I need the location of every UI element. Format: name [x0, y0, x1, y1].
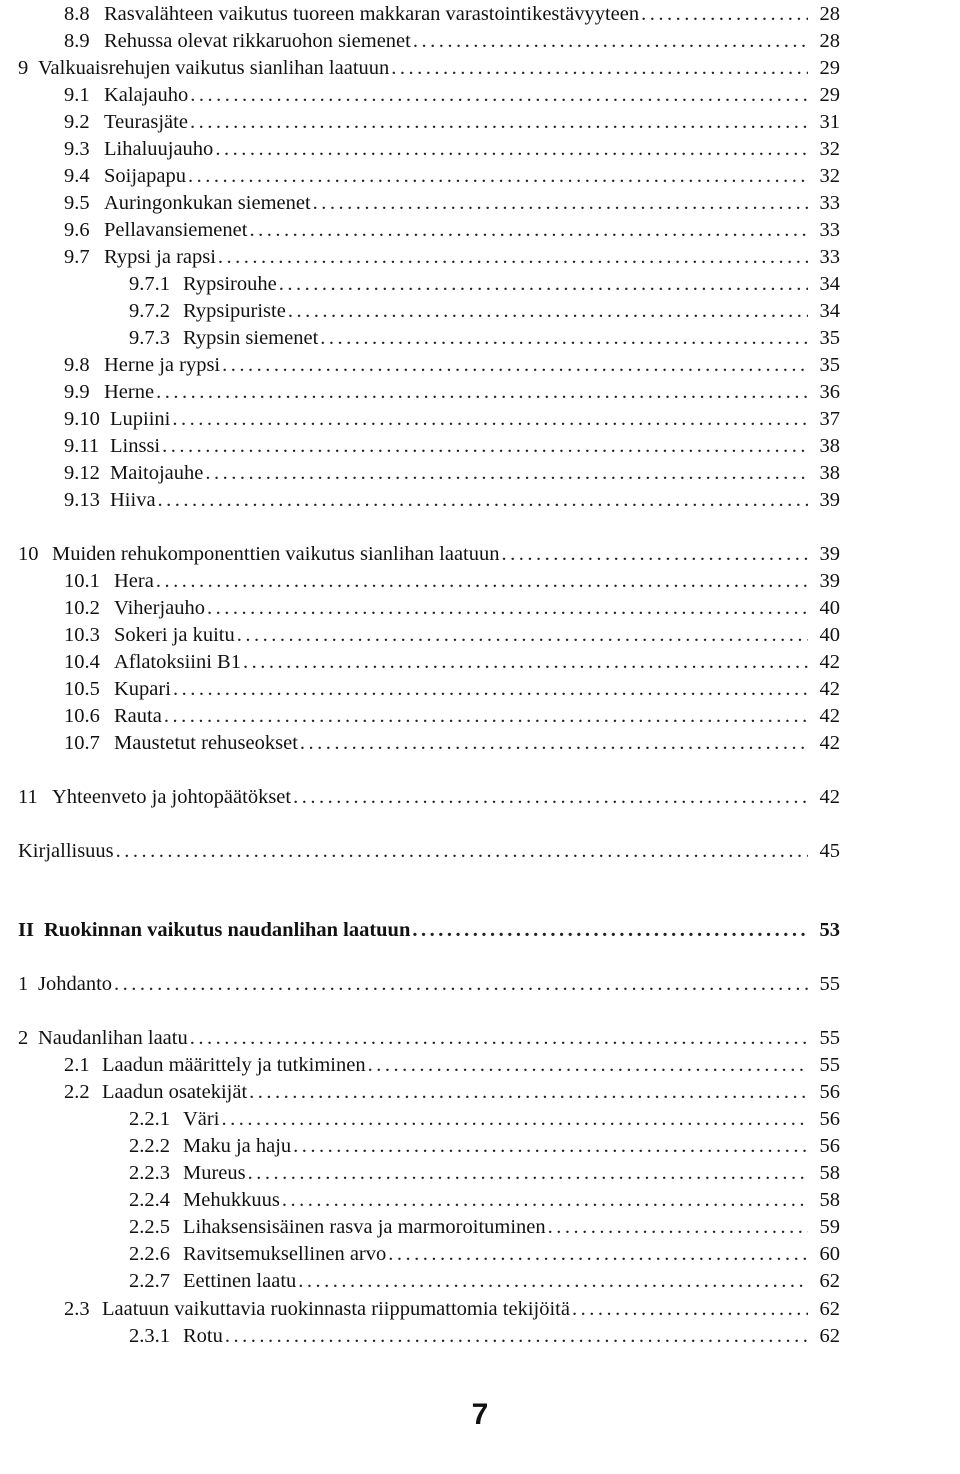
toc-number: 9 [18, 57, 29, 79]
toc-number: 10.1 [64, 570, 100, 592]
dot-leader [156, 379, 808, 406]
toc-title: Soijapapu [104, 165, 186, 187]
toc-page: 40 [819, 624, 840, 646]
toc-entry [129, 1106, 840, 1133]
dot-leader [391, 55, 808, 82]
dot-leader [288, 298, 808, 325]
toc-page: 37 [819, 408, 840, 430]
toc-number: 2.2.1 [129, 1108, 170, 1130]
toc-number: 10.5 [64, 678, 100, 700]
dot-leader [243, 649, 808, 676]
toc-number: 9.8 [64, 354, 90, 376]
toc-number: 10.7 [64, 732, 100, 754]
toc-entry [64, 163, 840, 190]
dot-leader [173, 676, 808, 703]
toc-page: 42 [819, 705, 840, 727]
toc-number: 9.7.2 [129, 300, 170, 322]
dot-leader [249, 217, 808, 244]
toc-page: 62 [819, 1270, 840, 1292]
toc-page: 35 [819, 354, 840, 376]
toc-title: Valkuaisrehujen vaikutus sianlihan laatuun [38, 57, 390, 79]
toc-page: 38 [819, 462, 840, 484]
toc-page: 62 [819, 1298, 840, 1320]
toc-page: 42 [819, 732, 840, 754]
toc-part-heading [18, 917, 840, 944]
toc-title: Ravitsemuksellinen arvo [183, 1243, 387, 1265]
dot-leader [114, 971, 808, 998]
toc-title: Laadun osatekijät [102, 1081, 248, 1103]
toc-page: 28 [819, 3, 840, 25]
toc-number: 2.1 [64, 1054, 90, 1076]
toc-page: 58 [819, 1162, 840, 1184]
dot-leader [190, 82, 808, 109]
dot-leader [300, 730, 808, 757]
toc-title: Rypsin siemenet [183, 327, 319, 349]
toc-page: 42 [819, 651, 840, 673]
toc-title: Yhteenveto ja johtopäätökset [52, 786, 292, 808]
toc-entry [64, 622, 840, 649]
toc-number: 9.2 [64, 111, 90, 133]
toc-page: 60 [819, 1243, 840, 1265]
toc-entry [129, 298, 840, 325]
toc-entry [64, 676, 840, 703]
toc-entry [64, 703, 840, 730]
toc-page: 29 [819, 84, 840, 106]
toc-page: 58 [819, 1189, 840, 1211]
toc-page: 56 [819, 1135, 840, 1157]
toc-entry [129, 1268, 840, 1295]
toc-number: II [18, 919, 34, 941]
toc-number: 2 [18, 1027, 29, 1049]
toc-number: 1 [18, 973, 29, 995]
toc-number: 9.3 [64, 138, 90, 160]
toc-number: 10.3 [64, 624, 100, 646]
toc-entry [18, 784, 840, 811]
toc-number: 2.2 [64, 1081, 90, 1103]
toc-page: 42 [819, 786, 840, 808]
dot-leader [221, 1106, 808, 1133]
toc-page: 39 [819, 543, 840, 565]
dot-leader [313, 190, 808, 217]
toc-number: 2.2.2 [129, 1135, 170, 1157]
toc-title: Herne [104, 381, 155, 403]
toc-page: 53 [819, 919, 840, 941]
toc-page: 55 [819, 973, 840, 995]
toc-page: 29 [819, 57, 840, 79]
toc-title: Kirjallisuus [18, 840, 114, 862]
toc-entry [64, 82, 840, 109]
toc-number: 2.2.7 [129, 1270, 170, 1292]
toc-page: 34 [819, 300, 840, 322]
toc-entry [129, 1241, 840, 1268]
toc-title: Viherjauho [114, 597, 205, 619]
toc-title: Lihaksensisäinen rasva ja marmoroituminen [183, 1216, 546, 1238]
toc-entry [129, 271, 840, 298]
toc-page: 39 [819, 489, 840, 511]
toc-number: 9.9 [64, 381, 90, 403]
toc-entry [129, 1214, 840, 1241]
dot-leader [320, 325, 808, 352]
toc-number: 8.9 [64, 30, 90, 52]
dot-leader [249, 1079, 808, 1106]
toc-title: Väri [183, 1108, 220, 1130]
toc-title: Teurasjäte [104, 111, 188, 133]
toc-number: 11 [18, 786, 38, 808]
toc-entry [64, 433, 840, 460]
toc-page: 56 [819, 1081, 840, 1103]
toc-entry [64, 460, 840, 487]
toc-page: 35 [819, 327, 840, 349]
toc-number: 2.3 [64, 1298, 90, 1320]
toc-title: Sokeri ja kuitu [114, 624, 235, 646]
toc-number: 10 [18, 543, 39, 565]
dot-leader [188, 163, 808, 190]
toc-page: 55 [819, 1027, 840, 1049]
dot-leader [368, 1052, 808, 1079]
toc-title: Eettinen laatu [183, 1270, 297, 1292]
dot-leader [215, 136, 808, 163]
toc-title: Maitojauhe [110, 462, 204, 484]
dot-leader [548, 1214, 808, 1241]
toc-entry [64, 136, 840, 163]
toc-page: 33 [819, 192, 840, 214]
toc-number: 2.2.5 [129, 1216, 170, 1238]
toc-page: 55 [819, 1054, 840, 1076]
toc-page: 42 [819, 678, 840, 700]
toc-number: 10.4 [64, 651, 100, 673]
dot-leader [156, 568, 808, 595]
toc-page: 31 [819, 111, 840, 133]
toc-title: Mehukkuus [183, 1189, 280, 1211]
dot-leader [412, 917, 808, 944]
toc-entry [64, 244, 840, 271]
toc-entry [18, 838, 840, 865]
toc-entry [64, 1296, 840, 1323]
toc-title: Rypsirouhe [183, 273, 277, 295]
toc-entry [18, 541, 840, 568]
dot-leader [248, 1160, 808, 1187]
toc-entry [64, 649, 840, 676]
dot-leader [298, 1268, 808, 1295]
toc-entry [64, 1079, 840, 1106]
toc-entry [64, 379, 840, 406]
toc-entry [129, 1323, 840, 1350]
toc-number: 2.3.1 [129, 1325, 170, 1347]
dot-leader [237, 622, 808, 649]
toc-number: 9.1 [64, 84, 90, 106]
toc-title: Rypsi ja rapsi [104, 246, 216, 268]
toc-page: 39 [819, 570, 840, 592]
toc-page: 32 [819, 165, 840, 187]
toc-page: 62 [819, 1325, 840, 1347]
toc-entry [64, 109, 840, 136]
dot-leader [293, 1133, 808, 1160]
toc-title: Rehussa olevat rikkaruohon siemenet [104, 30, 411, 52]
toc-page: 38 [819, 435, 840, 457]
toc-title: Hera [114, 570, 154, 592]
toc-entry [129, 1187, 840, 1214]
toc-title: Rypsipuriste [183, 300, 286, 322]
toc-entry [64, 1, 840, 28]
toc-entry [129, 325, 840, 352]
toc-entry [18, 55, 840, 82]
toc-title: Johdanto [38, 973, 113, 995]
toc-page: 28 [819, 30, 840, 52]
dot-leader [116, 838, 808, 865]
toc-number: 9.6 [64, 219, 90, 241]
dot-leader [388, 1241, 808, 1268]
toc-page: 34 [819, 273, 840, 295]
toc-title: Aflatoksiini B1 [114, 651, 241, 673]
toc-entry [64, 1052, 840, 1079]
toc-number: 9.11 [64, 435, 100, 457]
dot-leader [641, 1, 808, 28]
toc-title: Rasvalähteen vaikutus tuoreen makkaran varastointikestävyyteen [104, 3, 640, 25]
toc-number: 9.7.1 [129, 273, 170, 295]
toc-title: Maustetut rehuseokset [114, 732, 298, 754]
toc-page: 36 [819, 381, 840, 403]
toc-number: 2.2.4 [129, 1189, 170, 1211]
dot-leader [158, 487, 808, 514]
toc-title: Rotu [183, 1325, 223, 1347]
dot-leader [225, 1323, 808, 1350]
dot-leader [413, 28, 808, 55]
page-number: 7 [471, 1398, 489, 1431]
toc-title: Maku ja haju [183, 1135, 292, 1157]
toc-title: Herne ja rypsi [104, 354, 221, 376]
toc-number: 8.8 [64, 3, 90, 25]
dot-leader [293, 784, 808, 811]
toc-entry [18, 1025, 840, 1052]
toc-page: 59 [819, 1216, 840, 1238]
toc-title: Laadun määrittely ja tutkiminen [102, 1054, 366, 1076]
dot-leader [162, 433, 808, 460]
dot-leader [572, 1296, 808, 1323]
toc-title: Rauta [114, 705, 162, 727]
toc-title: Laatuun vaikuttavia ruokinnasta riippumattomia tekijöitä [102, 1298, 570, 1320]
toc-entry [64, 730, 840, 757]
dot-leader [190, 1025, 808, 1052]
toc-number: 2.2.6 [129, 1243, 170, 1265]
toc-title: Kalajauho [104, 84, 189, 106]
dot-leader [205, 460, 808, 487]
dot-leader [190, 109, 808, 136]
toc-entry [64, 352, 840, 379]
dot-leader [502, 541, 809, 568]
toc-entry [18, 971, 840, 998]
toc-entry [129, 1160, 840, 1187]
toc-entry [64, 568, 840, 595]
toc-title: Kupari [114, 678, 171, 700]
toc-page: 56 [819, 1108, 840, 1130]
toc-number: 9.5 [64, 192, 90, 214]
toc-entry [64, 28, 840, 55]
toc-number: 9.13 [64, 489, 100, 511]
toc-title: Ruokinnan vaikutus naudanlihan laatuun [44, 919, 411, 941]
toc-entry [64, 217, 840, 244]
dot-leader [279, 271, 808, 298]
toc-title: Auringonkukan siemenet [104, 192, 311, 214]
toc-entry [64, 190, 840, 217]
toc-number: 9.10 [64, 408, 100, 430]
toc-entry [64, 406, 840, 433]
toc-title: Linssi [110, 435, 161, 457]
dot-leader [207, 595, 808, 622]
toc-title: Naudanlihan laatu [38, 1027, 188, 1049]
toc-number: 2.2.3 [129, 1162, 170, 1184]
toc-page: 33 [819, 246, 840, 268]
toc-title: Hiiva [110, 489, 156, 511]
toc-number: 9.7.3 [129, 327, 170, 349]
toc-entry [64, 595, 840, 622]
toc-page: 32 [819, 138, 840, 160]
toc-entry [64, 487, 840, 514]
toc-number: 9.4 [64, 165, 90, 187]
dot-leader [172, 406, 808, 433]
toc-number: 9.7 [64, 246, 90, 268]
toc-page: 45 [819, 840, 840, 862]
dot-leader [164, 703, 808, 730]
toc-title: Mureus [183, 1162, 246, 1184]
toc-title: Muiden rehukomponenttien vaikutus sianlihan laatuun [52, 543, 500, 565]
toc-number: 10.6 [64, 705, 100, 727]
dot-leader [282, 1187, 808, 1214]
toc-number: 9.12 [64, 462, 100, 484]
dot-leader [218, 244, 808, 271]
toc-title: Lupiini [110, 408, 171, 430]
toc-page: 40 [819, 597, 840, 619]
toc-title: Lihaluujauho [104, 138, 214, 160]
dot-leader [222, 352, 808, 379]
toc-page: 33 [819, 219, 840, 241]
toc-title: Pellavansiemenet [104, 219, 248, 241]
toc-number: 10.2 [64, 597, 100, 619]
toc-entry [129, 1133, 840, 1160]
